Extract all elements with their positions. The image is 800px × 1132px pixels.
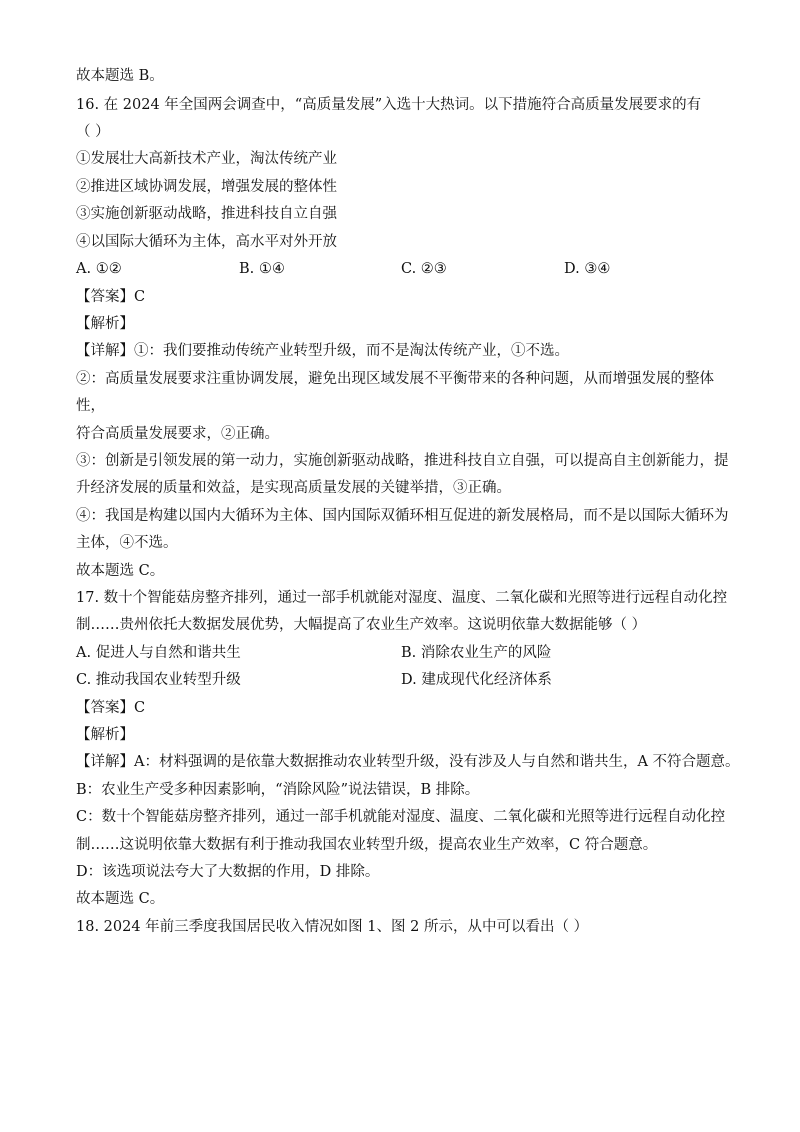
q17-explanation-line: 【详解】A：材料强调的是依靠大数据推动农业转型升级，没有涉及人与自然和谐共生，A 不符合题意。 [76, 754, 740, 770]
q16-explanation-line: 性， [76, 398, 105, 414]
q16-answer: 【答案】C [76, 289, 146, 305]
q16-option-c: C. ②③ [401, 261, 447, 277]
q16-item-1: ①发展壮大高新技术产业，淘汰传统产业 [76, 151, 337, 167]
q16-explanation-line: 【详解】①：我们要推动传统产业转型升级，而不是淘汰传统产业，①不选。 [76, 343, 569, 359]
q17-analysis-label: 【解析】 [76, 727, 134, 743]
q16-explanation-line: 符合高质量发展要求，②正确。 [76, 426, 279, 442]
q16-explanation-line: ③：创新是引领发展的第一动力，实施创新驱动战略，推进科技自立自强，可以提高自主创新能力，提 [76, 453, 729, 469]
q16-stem-line2: （ ） [76, 124, 110, 140]
q17-stem-line2: 制……贵州依托大数据发展优势，大幅提高了农业生产效率。这说明依靠大数据能够（ ） [76, 617, 647, 633]
q16-stem-line1: 16. 在 2024 年全国两会调查中，“高质量发展”入选十大热词。以下措施符合高质量发展要求的有 [76, 97, 702, 113]
q17-option-d: D. 建成现代化经济体系 [401, 672, 552, 688]
q17-explanation-line: 制……这说明依靠大数据有利于推动我国农业转型升级，提高农业生产效率，C 符合题意。 [76, 837, 658, 853]
q16-item-4: ④以国际大循环为主体，高水平对外开放 [76, 234, 337, 250]
q17-answer: 【答案】C [76, 700, 146, 716]
q15-conclusion: 故本题选 B。 [76, 68, 164, 84]
q17-explanation-line: D：该选项说法夸大了大数据的作用，D 排除。 [76, 864, 380, 880]
q17-stem-line1: 17. 数十个智能菇房整齐排列，通过一部手机就能对湿度、温度、二氧化碳和光照等进行远程自动化控 [76, 590, 728, 606]
q16-option-b: B. ①④ [239, 261, 285, 277]
q17-explanation-line: C：数十个智能菇房整齐排列，通过一部手机就能对湿度、温度、二氧化碳和光照等进行远程自动化控 [76, 809, 726, 825]
q16-explanation-line: 升经济发展的质量和效益，是实现高质量发展的关键举措，③正确。 [76, 480, 511, 496]
q16-conclusion: 故本题选 C。 [76, 563, 165, 579]
q16-analysis-label: 【解析】 [76, 316, 134, 332]
q16-explanation-line: 主体，④不选。 [76, 535, 178, 551]
q16-explanation-line: ④：我国是构建以国内大循环为主体、国内国际双循环相互促进的新发展格局，而不是以国际大循环为 [76, 508, 729, 524]
q16-item-3: ③实施创新驱动战略，推进科技自立自强 [76, 206, 337, 222]
q16-option-a: A. ①② [76, 261, 122, 277]
q17-explanation-line: B：农业生产受多种因素影响，“消除风险”说法错误，B 排除。 [76, 782, 480, 798]
q16-item-2: ②推进区域协调发展，增强发展的整体性 [76, 179, 337, 195]
q18-stem-line1: 18. 2024 年前三季度我国居民收入情况如图 1、图 2 所示，从中可以看出（ ） [76, 919, 589, 935]
q17-option-b: B. 消除农业生产的风险 [401, 645, 552, 661]
q17-option-c: C. 推动我国农业转型升级 [76, 672, 241, 688]
q16-explanation-line: ②：高质量发展要求注重协调发展，避免出现区域发展不平衡带来的各种问题，从而增强发展的整体 [76, 371, 714, 387]
q17-conclusion: 故本题选 C。 [76, 891, 165, 907]
q16-option-d: D. ③④ [564, 261, 611, 277]
q17-option-a: A. 促进人与自然和谐共生 [76, 645, 241, 661]
